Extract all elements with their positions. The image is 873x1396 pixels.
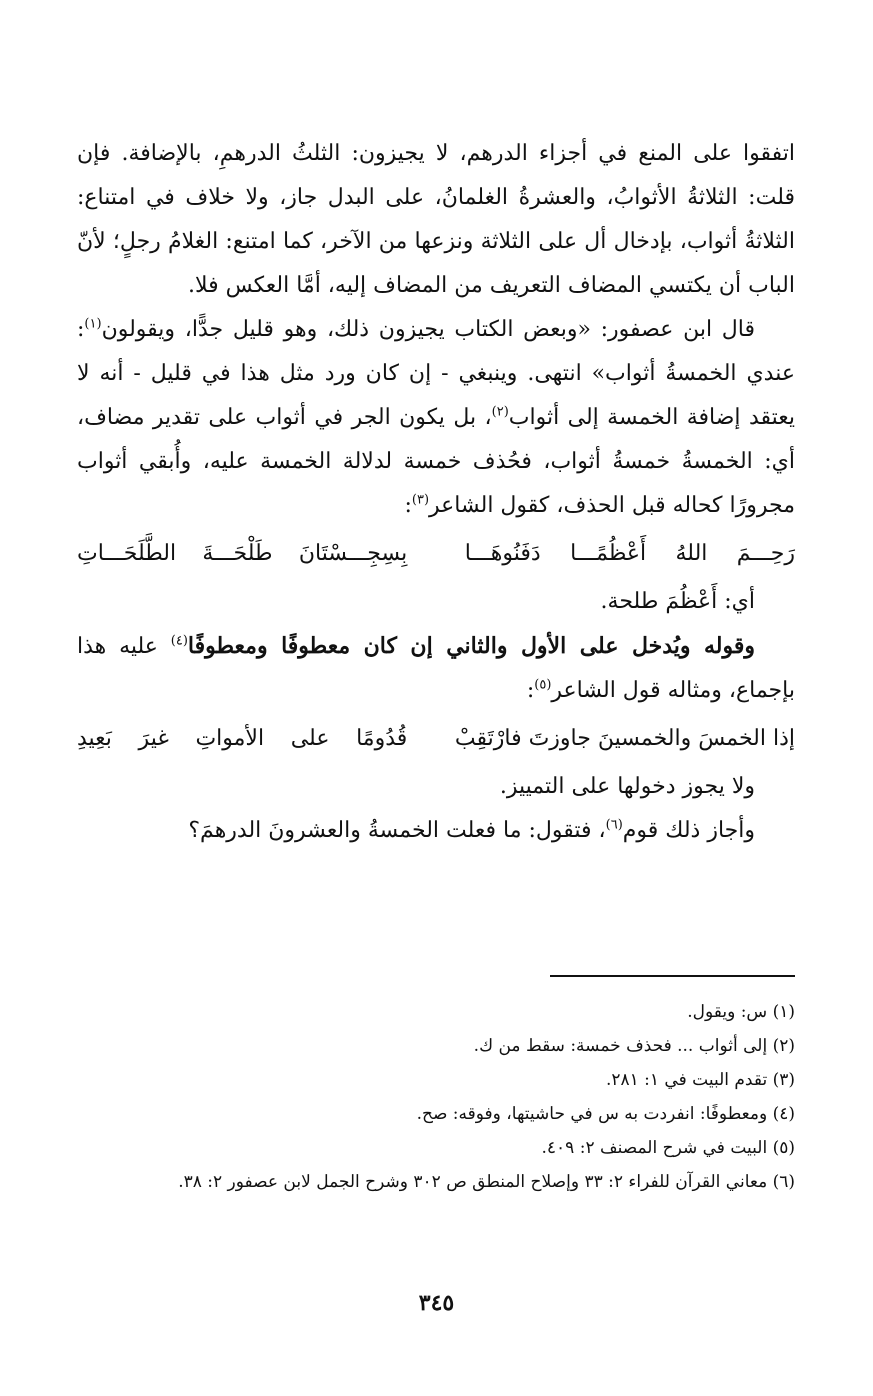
verse-1 [77, 528, 795, 580]
paragraph-4-part-a: وأجاز ذلك قوم [622, 818, 755, 843]
footnote-4: (٤) ومعطوفًا: انفردت به س في حاشيتها، وفوقه: صح. [416, 1104, 795, 1124]
paragraph-3-part-b: عليه هذا بإجماع، ومثاله قول الشاعر [77, 634, 795, 703]
verse-1-gloss: أي: أَعْظُمَ طلحة. [600, 589, 755, 614]
no-tamyiz-line: ولا يجوز دخولها على التمييز. [499, 774, 755, 799]
paragraph-4 [77, 809, 795, 853]
page-number: ٣٤٥ [418, 1290, 455, 1316]
footnote-ref-6: (٦) [605, 817, 623, 833]
footnote-2: (٢) إلى أثواب ... فحذف خمسة: سقط من ك. [473, 1036, 795, 1056]
paragraph-3 [77, 624, 795, 713]
footnote-5: (٥) البيت في شرح المصنف ٢: ٤٠٩. [541, 1138, 795, 1158]
paragraph-2 [77, 308, 795, 528]
verse-2-first-hemistich: إذا الخمسَ والخمسينَ جاوزتَ فارْتَقِبْ [454, 726, 795, 751]
footnote-6: (٦) معاني القرآن للفراء ٢: ٣٣ وإصلاح المنطق ص ٣٠٢ وشرح الجمل لابن عصفور ٢: ٣٨. [178, 1172, 795, 1192]
paragraph-4-part-b: ، فتقول: ما فعلت الخمسةُ والعشرونَ الدرهمَ؟ [188, 818, 606, 843]
verse-2-second-hemistich: قُدُومًا على الأمواتِ غيرَ بَعِيدِ [77, 726, 408, 751]
footnote-ref-4: (٤) [170, 633, 188, 649]
footnote-3: (٣) تقدم البيت في ١: ٢٨١. [605, 1070, 795, 1090]
verse-1-first-hemistich: رَحِـــمَ اللهُ أَعْظُمًـــا دَفَنُوهَـــا [464, 541, 795, 566]
paragraph-3-part-c: : [526, 678, 535, 703]
paragraph-1: اتفقوا على المنع في أجزاء الدرهم، لا يجيزون: الثلثُ الدرهمِ، بالإضافة. فإن قلت: الثلاثةُ الأثوابُ، والعشرةُ الغلمانُ، على البدل جاز، ولا خلاف في امتناع: الثلاثةُ أثواب، بإدخال أل على الثلاثة ونزعها من الآخر، كما امتنع: الغلامُ رجلٍ؛ لأنّ الباب أن يكتسي المضاف التعريف من المضاف إليه، أمَّا العكس فلا. [77, 141, 795, 298]
footnote-ref-3: (٣) [411, 492, 430, 508]
footnotes [77, 995, 795, 1199]
paragraph-2-part-a: قال ابن عصفور: «وبعض الكتاب يجيزون ذلك، وهو قليل جدًّا، ويقولون [101, 317, 755, 342]
footnote-ref-5: (٥) [534, 677, 552, 693]
footnote-ref-1: (١) [84, 316, 102, 332]
footnote-1: (١) س: ويقول. [687, 1002, 795, 1022]
verse-1-second-hemistich: بِسِجِـــسْتَانَ طَلْحَـــةَ الطَّلَحَـــاتِ [77, 541, 408, 566]
paragraph-2-part-b: : عندي الخمسةُ أثواب» انتهى. وينبغي - إن كان ورد مثل هذا في قليل - أنه لا يعتقد إضافة الخمسة إلى أثواب [77, 317, 795, 430]
verse-2 [77, 713, 795, 765]
paragraph-2-part-c: ، بل يكون الجر في أثواب على تقدير مضاف، أي: الخمسةُ خمسةُ أثواب، فحُذف خمسة لدلالة الخمسة عليه، وأُبقي أثواب مجرورًا كحاله قبل الحذف، كقول الشاعر [77, 405, 795, 518]
footnote-ref-2: (٢) [491, 404, 509, 420]
paragraph-2-part-d: : [404, 493, 412, 518]
footnote-separator [550, 975, 795, 977]
paragraph-3-part-a: وقوله ويُدخل على الأول والثاني إن كان معطوفًا ومعطوفًا [187, 633, 756, 659]
main-text [77, 132, 795, 853]
